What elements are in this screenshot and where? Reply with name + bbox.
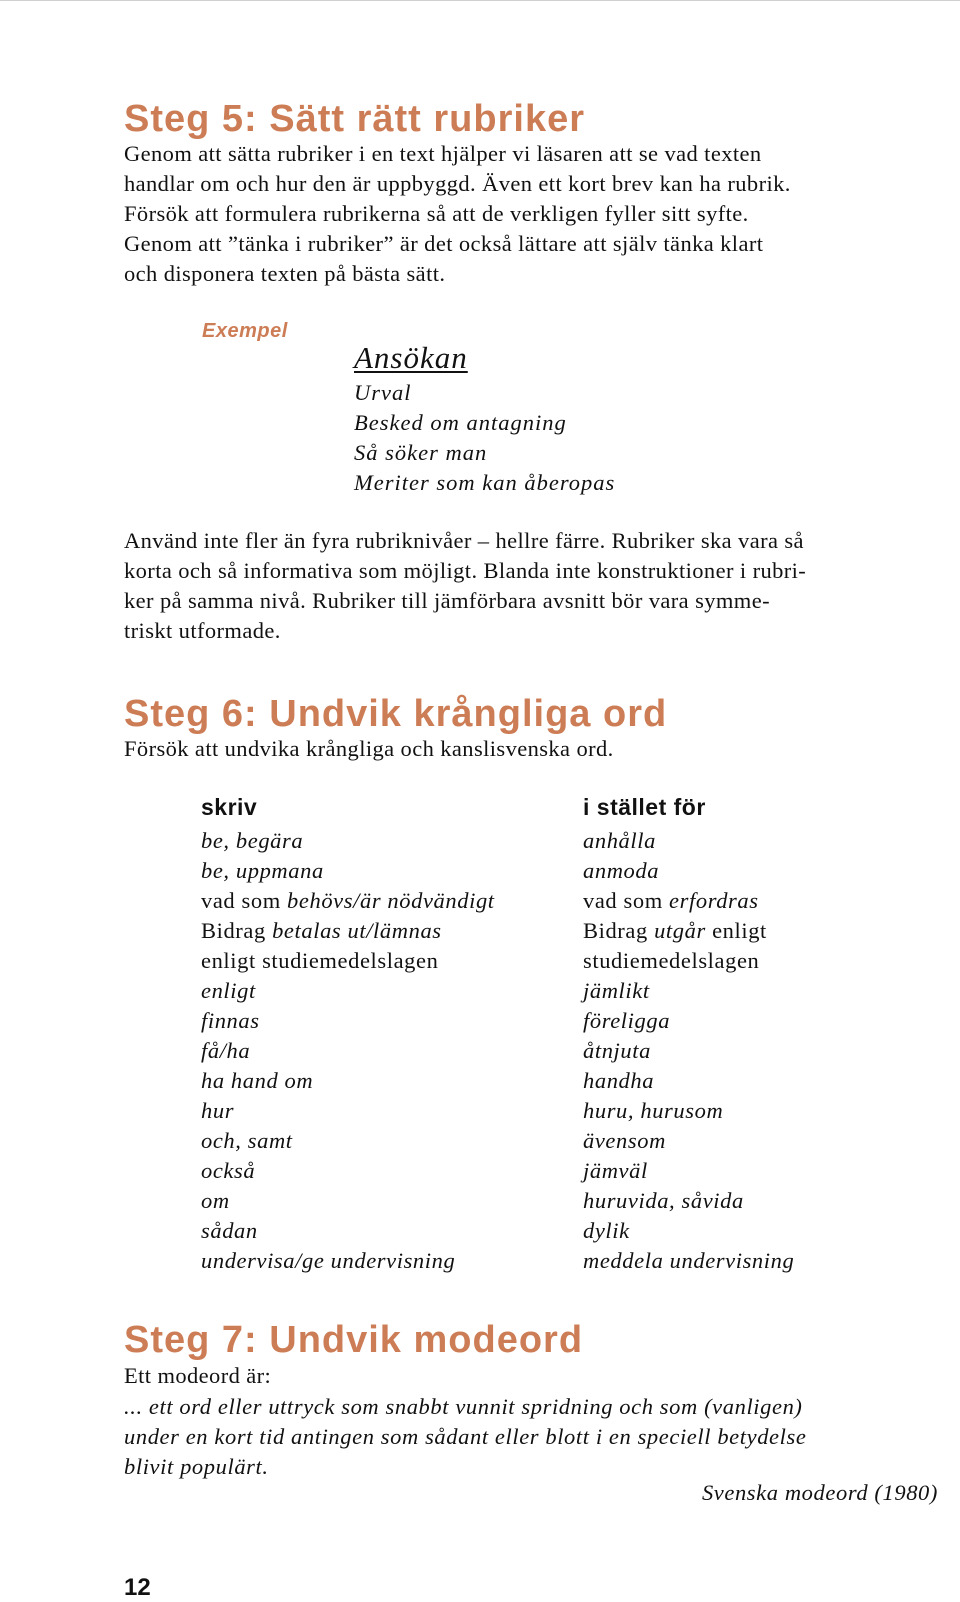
- word-skriv: [201, 976, 495, 1006]
- example-subheading: Besked om antagning: [354, 410, 567, 435]
- word-skriv: [201, 1216, 495, 1246]
- word-skriv: [201, 1126, 495, 1156]
- word-istallet-for-segment: dylik: [583, 1218, 630, 1243]
- word-list-istallet-for: [583, 826, 794, 1276]
- steg5-advice-line: triskt utformade.: [124, 618, 281, 643]
- word-list-skriv: [201, 826, 495, 1276]
- word-istallet-for-segment: åtnjuta: [583, 1038, 651, 1063]
- quote-line: blivit populärt.: [124, 1454, 269, 1479]
- column-header-istallet-for: i stället för: [583, 794, 706, 820]
- word-istallet-for-segment: huruvida, såvida: [583, 1188, 744, 1213]
- word-skriv-segment: om: [201, 1188, 230, 1213]
- word-skriv: [201, 856, 495, 886]
- word-istallet-for-segment: utgår: [654, 918, 706, 943]
- word-istallet-for-segment: erfordras: [669, 888, 759, 913]
- steg7-intro: [124, 1361, 271, 1391]
- word-skriv-segment: finnas: [201, 1008, 260, 1033]
- word-istallet-for-segment: huru, hurusom: [583, 1098, 724, 1123]
- word-istallet-for-segment: anhålla: [583, 828, 656, 853]
- steg5-intro-line: Försök att formulera rubrikerna så att de verkligen fyller sitt syfte.: [124, 201, 749, 226]
- example-subheading: Så söker man: [354, 440, 488, 465]
- quote-line: under en kort tid antingen som sådant eller blott i en speciell betydelse: [124, 1424, 807, 1449]
- word-skriv: [201, 946, 495, 976]
- word-skriv-segment: undervisa/ge undervisning: [201, 1248, 456, 1273]
- word-skriv-segment: och, samt: [201, 1128, 293, 1153]
- word-istallet-for: [583, 1216, 794, 1246]
- steg7-heading: Steg 7: Undvik modeord: [124, 1319, 584, 1361]
- word-istallet-for: [583, 826, 794, 856]
- word-skriv: [201, 1096, 495, 1126]
- word-skriv-segment: vad som: [201, 888, 288, 913]
- steg5-intro-line: Genom att ”tänka i rubriker” är det också lättare att själv tänka klart: [124, 231, 764, 256]
- word-skriv-segment: sådan: [201, 1218, 258, 1243]
- word-istallet-for: [583, 1096, 794, 1126]
- word-skriv: [201, 1006, 495, 1036]
- word-istallet-for: [583, 1156, 794, 1186]
- word-istallet-for-segment: vad som: [583, 888, 670, 913]
- word-istallet-for: [583, 1006, 794, 1036]
- quote-source: Svenska modeord (1980): [701, 1480, 938, 1505]
- word-skriv-segment: ha hand om: [201, 1068, 314, 1093]
- example-label: Exempel: [202, 320, 288, 342]
- word-istallet-for: [583, 946, 794, 976]
- word-istallet-for: [583, 1126, 794, 1156]
- word-skriv: [201, 1066, 495, 1096]
- word-istallet-for: [583, 1036, 794, 1066]
- example-subheading: Urval: [354, 380, 412, 405]
- word-skriv-segment: enligt: [201, 978, 256, 1003]
- word-istallet-for-segment: föreligga: [583, 1008, 671, 1033]
- word-istallet-for: [583, 916, 794, 946]
- quote-line: ... ett ord eller uttryck som snabbt vunnit spridning och som (vanligen): [124, 1394, 803, 1419]
- steg5-advice: [124, 526, 806, 646]
- word-skriv-segment: Bidrag: [201, 918, 273, 943]
- word-istallet-for: [583, 976, 794, 1006]
- steg5-intro-line: Genom att sätta rubriker i en text hjälper vi läsaren att se vad texten: [124, 141, 762, 166]
- word-istallet-for: [583, 1246, 794, 1276]
- word-skriv-segment: be, begära: [201, 828, 304, 853]
- word-skriv: [201, 886, 495, 916]
- word-skriv-segment: betalas ut/lämnas: [272, 918, 442, 943]
- word-skriv: [201, 916, 495, 946]
- page-number: 12: [124, 1574, 151, 1601]
- steg5-advice-line: korta och så informativa som möjligt. Blanda inte konstruktioner i rubri-: [124, 558, 807, 583]
- word-skriv: [201, 1036, 495, 1066]
- steg5-advice-line: ker på samma nivå. Rubriker till jämförbara avsnitt bör vara symme-: [124, 588, 770, 613]
- example-main-heading: Ansökan: [354, 340, 468, 375]
- word-istallet-for: [583, 856, 794, 886]
- word-istallet-for-segment: meddela undervisning: [583, 1248, 795, 1273]
- steg5-intro: [124, 139, 791, 289]
- word-istallet-for: [583, 1066, 794, 1096]
- word-skriv-segment: be, uppmana: [201, 858, 324, 883]
- word-skriv: [201, 1156, 495, 1186]
- word-istallet-for-segment: anmoda: [583, 858, 660, 883]
- steg5-intro-line: och disponera texten på bästa sätt.: [124, 261, 446, 286]
- word-skriv-segment: enligt studiemedelslagen: [201, 948, 439, 973]
- word-istallet-for-segment: studiemedelslagen: [583, 948, 760, 973]
- word-istallet-for-segment: jämväl: [583, 1158, 648, 1183]
- steg5-intro-line: handlar om och hur den är uppbyggd. Även ett kort brev kan ha rubrik.: [124, 171, 791, 196]
- word-skriv: [201, 1246, 495, 1276]
- word-skriv-segment: också: [201, 1158, 256, 1183]
- steg6-intro: [124, 734, 614, 764]
- word-istallet-for-segment: enligt: [705, 918, 767, 943]
- steg6-heading: Steg 6: Undvik krångliga ord: [124, 693, 668, 735]
- steg5-advice-line: Använd inte fler än fyra rubriknivåer – hellre färre. Rubriker ska vara så: [124, 528, 804, 553]
- word-skriv: [201, 826, 495, 856]
- word-istallet-for-segment: jämlikt: [583, 978, 650, 1003]
- word-istallet-for: [583, 886, 794, 916]
- word-skriv-segment: hur: [201, 1098, 235, 1123]
- example-subheading: Meriter som kan åberopas: [354, 470, 616, 495]
- top-rule: [0, 0, 960, 1]
- steg7-intro-line: Ett modeord är:: [124, 1363, 272, 1388]
- column-header-skriv: skriv: [201, 794, 258, 820]
- word-skriv-segment: få/ha: [201, 1038, 251, 1063]
- word-istallet-for: [583, 1186, 794, 1216]
- steg5-heading: Steg 5: Sätt rätt rubriker: [124, 98, 585, 140]
- word-skriv-segment: behövs/är nödvändigt: [287, 888, 495, 913]
- word-skriv: [201, 1186, 495, 1216]
- word-istallet-for-segment: ävensom: [583, 1128, 666, 1153]
- example-subheadings: [354, 378, 615, 498]
- word-istallet-for-segment: handha: [583, 1068, 655, 1093]
- word-istallet-for-segment: Bidrag: [583, 918, 655, 943]
- definition-quote: [124, 1392, 806, 1482]
- steg6-intro-line: Försök att undvika krångliga och kanslisvenska ord.: [124, 736, 614, 761]
